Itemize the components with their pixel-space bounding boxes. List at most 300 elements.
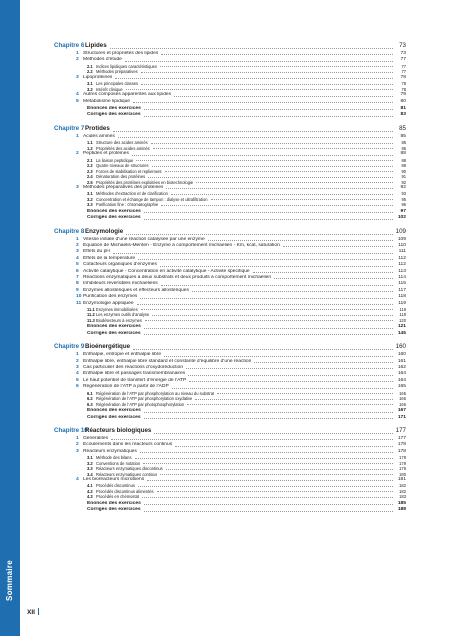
entry-label: Enzymes immobilisées <box>96 306 138 312</box>
dot-leader <box>125 61 393 62</box>
entry-label: Régénération de l’ATP à partir de l’ADP <box>83 384 169 390</box>
entry-label: Les enzymes outils d’analyse <box>96 312 150 318</box>
dot-leader <box>152 166 393 167</box>
entry-page: 85 <box>401 140 406 146</box>
chapter-page: 73 <box>399 42 406 49</box>
entry-page: 112 <box>398 262 406 268</box>
entry-label: Méthodes préparatives <box>96 69 138 75</box>
entry-label: Énoncés des exercices <box>87 324 141 330</box>
entry-label: Énoncés des exercices <box>87 500 141 506</box>
entry-label: Régénération de l’ATP par phosphorylation au niveau du substrat <box>96 390 215 396</box>
entry-page: 171 <box>397 414 406 420</box>
entry-label: Corrigés des exercices <box>87 330 141 336</box>
entry-number: 3.1 <box>87 455 93 461</box>
entry-label: Généralités <box>83 435 109 441</box>
chapter-heading[interactable] <box>54 427 406 436</box>
entry-page: 120 <box>399 317 406 323</box>
entry-label: Concentration et échange de tampon : dialyse et ultrafiltration <box>96 196 208 202</box>
chapter-heading[interactable] <box>54 343 406 352</box>
entry-page: 182 <box>399 483 406 489</box>
dot-leader <box>136 160 393 161</box>
entry-number: 6.2 <box>87 396 93 402</box>
entry-number: 6 <box>76 268 79 274</box>
dot-leader <box>144 504 393 505</box>
entry-label: Enzymes allostériques et effecteurs allostériques <box>83 287 189 293</box>
chapter-number: Chapitre 7 <box>54 124 85 132</box>
page-number <box>27 608 39 616</box>
entry-page: 114 <box>398 275 406 281</box>
entry-label: Acides aminés <box>83 133 115 139</box>
entry-page: 185 <box>397 500 406 506</box>
entry-label: Régénération de l’ATP par photophosphorylation <box>96 401 185 407</box>
entry-page: 86 <box>401 145 406 151</box>
dot-leader <box>144 212 393 213</box>
dot-leader <box>135 458 393 459</box>
page-number-text: XII <box>27 609 35 616</box>
entry-page: 110 <box>398 243 406 249</box>
entry-page: 178 <box>397 448 406 454</box>
entry-page: 165 <box>397 384 406 390</box>
entry-page: 92 <box>400 185 406 191</box>
dot-leader <box>153 148 393 149</box>
dot-leader <box>160 266 393 267</box>
sidebar-band <box>0 0 20 636</box>
chapter-title: Bioénergétique <box>85 343 131 351</box>
subsection-entry[interactable] <box>54 202 406 208</box>
entry-label: Vitesse initiale d’une réaction catalysée par une enzyme <box>83 236 205 242</box>
dot-leader <box>253 272 393 273</box>
exercise-entry[interactable] <box>54 215 406 221</box>
entry-label: Biodétecteurs à enzymes <box>96 317 142 323</box>
entry-label: Cofacteurs organiques d’enzymes <box>83 262 157 268</box>
chapter-page: 160 <box>395 343 406 351</box>
entry-page: 97 <box>400 208 406 214</box>
chapter-number: Chapitre 10 <box>54 426 88 434</box>
entry-page: 78 <box>400 74 406 80</box>
entry-number: 4 <box>76 477 79 483</box>
entry-page: 178 <box>397 442 406 448</box>
dot-leader <box>141 309 393 310</box>
entry-label: Procédés en chémostat <box>96 494 140 500</box>
entry-number: 3 <box>76 74 79 80</box>
entry-label: Enthalpie libre et passages transmembranaires <box>83 371 186 377</box>
entry-page: 90 <box>401 168 406 174</box>
entry-label: Les principales classes <box>96 81 139 87</box>
entry-number: 1 <box>76 435 79 441</box>
dot-leader <box>145 320 393 321</box>
entry-page: 165 <box>399 390 406 396</box>
entry-page: 166 <box>399 396 406 402</box>
entry-page: 182 <box>399 488 406 494</box>
entry-number: 3.1 <box>87 81 93 87</box>
entry-page: 115 <box>398 281 406 287</box>
dot-leader <box>157 491 393 492</box>
entry-page: 88 <box>401 163 406 169</box>
entry-number: 4 <box>76 92 79 98</box>
dot-leader <box>138 259 393 260</box>
entry-number: 3.3 <box>87 466 93 472</box>
entry-page: 118 <box>398 294 406 300</box>
entry-number: 9 <box>76 287 79 293</box>
entry-page: 77 <box>401 63 406 69</box>
entry-page: 121 <box>397 324 406 330</box>
entry-page: 160 <box>397 352 406 358</box>
dot-leader <box>164 356 393 357</box>
entry-page: 92 <box>401 179 406 185</box>
chapter-heading[interactable] <box>54 125 406 134</box>
entry-number: 1 <box>76 51 79 56</box>
entry-number: 1 <box>76 133 79 139</box>
entry-label: Forces de stabilisation et repliement <box>96 168 162 174</box>
dot-leader <box>144 334 393 335</box>
dot-leader <box>160 66 393 67</box>
entry-label: Corrigés des exercices <box>87 112 141 118</box>
dot-leader <box>144 328 393 329</box>
entry-label: Autres composés apparentés aux lipides <box>83 92 172 98</box>
dot-leader <box>140 298 393 299</box>
entry-number: 11.3 <box>87 317 95 323</box>
sidebar-label-text: Sommaire <box>5 559 15 601</box>
dot-leader <box>254 362 393 363</box>
dot-leader <box>138 486 393 487</box>
dot-leader <box>192 291 393 292</box>
entry-label: Conventions de notation <box>96 460 141 466</box>
subsection-entry[interactable] <box>54 318 406 324</box>
sidebar-label <box>0 540 20 620</box>
dot-leader <box>132 155 393 156</box>
entry-page: 167 <box>397 408 406 414</box>
entry-number: 2 <box>76 442 79 448</box>
entry-label: Quatre niveaux de structures <box>96 163 149 169</box>
dot-leader <box>166 469 393 470</box>
entry-number: 11.2 <box>87 312 95 318</box>
dot-leader <box>189 381 393 382</box>
dot-leader <box>126 234 393 235</box>
entry-page: 77 <box>401 69 406 75</box>
entry-number: 4.3 <box>87 494 93 500</box>
entry-page: 79 <box>400 92 406 98</box>
entry-label: Activité catalytique - Concentration en activité catalytique - Activité spécifique <box>83 268 250 274</box>
chapter-heading[interactable] <box>54 42 406 51</box>
dot-leader <box>113 253 393 254</box>
exercise-entry[interactable] <box>54 415 406 421</box>
dot-leader <box>174 96 393 97</box>
entry-label: Indices lipidiques caractéristiques <box>96 63 157 69</box>
entry-label: Équation de Michaelis-Menten - Enzyme à comportement michaélien - Km, kcat, saturation <box>83 243 280 249</box>
entry-number: 2.1 <box>87 63 93 69</box>
entry-number: 3 <box>76 249 79 255</box>
entry-number: 1.2 <box>87 145 93 151</box>
entry-label: Enthalpie libre, enthalpie libre standard et constante d’équilibre d’une réaction <box>83 358 252 364</box>
entry-label: Propriétés des protéines exploitées en biotechnologie <box>96 179 194 185</box>
entry-label: Dénaturation des protéines <box>96 174 146 180</box>
entry-page: 179 <box>399 460 406 466</box>
exercise-entry[interactable] <box>54 331 406 337</box>
chapter-block <box>54 427 406 514</box>
dot-leader <box>160 474 393 475</box>
entry-number: 2.1 <box>87 157 93 163</box>
entry-label: Effets de la température <box>83 255 136 261</box>
subsection-entry[interactable] <box>54 402 406 408</box>
entry-page: 180 <box>399 471 406 477</box>
entry-page: 164 <box>397 377 406 383</box>
entry-number: 3.4 <box>87 471 93 477</box>
entry-label: Réacteurs enzymatiques discontinus <box>96 466 163 472</box>
entry-page: 96 <box>401 202 406 208</box>
dot-leader <box>148 177 393 178</box>
entry-label: Cas particulier des réactions d’oxydoréduction <box>83 365 184 371</box>
dot-leader <box>165 171 393 172</box>
entry-page: 177 <box>397 435 406 441</box>
entry-page: 166 <box>399 401 406 407</box>
chapter-title: Réacteurs biologiques <box>85 426 152 434</box>
entry-number: 1.1 <box>87 140 93 146</box>
subsection-entry[interactable] <box>54 494 406 500</box>
entry-page: 181 <box>397 477 406 483</box>
entry-number: 11.1 <box>87 306 95 312</box>
dot-leader <box>144 109 393 110</box>
entry-label: Propriétés des acides aminés <box>96 145 150 151</box>
chapter-heading[interactable] <box>54 228 406 237</box>
entry-number: 6.1 <box>87 390 93 396</box>
chapter-block <box>54 343 406 421</box>
entry-number: 10 <box>76 294 82 300</box>
entry-label: Méthode des bilans <box>96 455 132 461</box>
entry-page: 81 <box>400 105 406 111</box>
dot-leader <box>274 278 393 279</box>
entry-page: 80 <box>400 98 406 104</box>
dot-leader <box>283 246 393 247</box>
entry-number: 5 <box>76 98 79 104</box>
dot-leader <box>175 446 393 447</box>
entry-label: Procédés discontinus alimentés <box>96 488 154 494</box>
entry-label: Corrigés des exercices <box>87 414 141 420</box>
dot-leader <box>171 194 393 195</box>
chapter-number: Chapitre 8 <box>54 227 85 235</box>
section-entry[interactable] <box>54 99 406 105</box>
entry-label: Inhibiteurs réversibles michaéliens <box>83 281 158 287</box>
exercise-entry[interactable] <box>54 507 406 513</box>
entry-label: Réacteurs enzymatiques <box>83 448 137 454</box>
entry-number: 2.3 <box>87 168 93 174</box>
entry-label: Structure des acides aminés <box>96 140 148 146</box>
entry-number: 7 <box>76 275 79 281</box>
entry-number: 3.2 <box>87 196 93 202</box>
dot-leader <box>211 199 393 200</box>
entry-page: 102 <box>397 215 406 221</box>
entry-page: 145 <box>397 330 406 336</box>
entry-page: 95 <box>401 196 406 202</box>
dot-leader <box>161 285 393 286</box>
dot-leader <box>144 116 393 117</box>
entry-page: 77 <box>400 57 406 63</box>
entry-label: Métabolisme lipidique <box>83 98 131 104</box>
entry-label: Structures et propriétés des lipides <box>83 51 159 56</box>
entry-page: 119 <box>399 306 406 312</box>
dot-leader <box>186 368 393 369</box>
dot-leader <box>166 188 393 189</box>
entry-label: Purification fine : chromatographie <box>96 202 159 208</box>
entry-number: 2 <box>76 243 79 249</box>
entry-label: Énoncés des exercices <box>87 208 141 214</box>
entry-number: 2.5 <box>87 179 93 185</box>
entry-label: Énoncés des exercices <box>87 105 141 111</box>
chapter-number: Chapitre 6 <box>54 42 85 49</box>
entry-label: Méthodes préparatives des protéines <box>83 185 164 191</box>
entry-page: 179 <box>399 466 406 472</box>
entry-label: Le haut potentiel de transfert d’énergie de l’ATP <box>83 377 187 383</box>
entry-page: 78 <box>401 81 406 87</box>
entry-number: 4.2 <box>87 488 93 494</box>
entry-label: La liaison peptidique <box>96 157 134 163</box>
dot-leader <box>140 452 393 453</box>
dot-leader <box>161 54 393 55</box>
entry-page: 119 <box>398 300 406 306</box>
entry-label: Réactions enzymatiques à deux substrats et deux produits à comportement michaélien <box>83 275 272 281</box>
dot-leader <box>217 393 393 394</box>
entry-number: 2 <box>76 57 79 63</box>
dot-leader <box>133 102 393 103</box>
dot-leader <box>154 433 392 434</box>
dot-leader <box>144 412 393 413</box>
entry-page: 162 <box>397 365 406 371</box>
dot-leader <box>126 89 393 90</box>
entry-page: 78 <box>401 86 406 92</box>
entry-label: Effets du pH <box>83 249 110 255</box>
entry-number: 4.1 <box>87 483 93 489</box>
chapter-title: Lipides <box>85 42 107 49</box>
entry-number: 3.2 <box>87 460 93 466</box>
dot-leader <box>110 48 393 49</box>
entry-number: 6 <box>76 384 79 390</box>
dot-leader <box>141 72 393 73</box>
entry-page: 93 <box>401 191 406 197</box>
entry-number: 6.3 <box>87 401 93 407</box>
entry-page: 112 <box>398 255 406 261</box>
entry-label: Peptides et protéines <box>83 151 129 157</box>
entry-page: 88 <box>400 151 406 157</box>
entry-number: 2.4 <box>87 174 93 180</box>
chapter-number: Chapitre 9 <box>54 343 85 351</box>
entry-label: Réacteurs enzymatiques continus <box>96 471 158 477</box>
dot-leader <box>137 304 393 305</box>
entry-number: 4 <box>76 255 79 261</box>
dot-leader <box>187 404 393 405</box>
entry-page: 91 <box>401 174 406 180</box>
entry-page: 161 <box>397 358 406 364</box>
dot-leader <box>142 497 393 498</box>
entry-label: Corrigés des exercices <box>87 507 141 513</box>
entry-page: 109 <box>397 236 406 242</box>
entry-number: 11 <box>76 300 82 306</box>
dot-leader <box>133 349 393 350</box>
dot-leader <box>118 137 393 138</box>
exercise-entry[interactable] <box>54 112 406 118</box>
dot-leader <box>161 205 393 206</box>
entry-number: 5 <box>76 262 79 268</box>
entry-page: 85 <box>400 133 406 139</box>
entry-number: 4 <box>76 371 79 377</box>
dot-leader <box>113 131 393 132</box>
entry-number: 5 <box>76 377 79 383</box>
chapter-block <box>54 42 406 119</box>
entry-number: 2 <box>76 151 79 157</box>
entry-label: Écoulements dans les réacteurs continus <box>83 442 173 448</box>
chapter-page: 109 <box>395 227 406 235</box>
entry-label: Lipoprotéines <box>83 74 113 80</box>
entry-page: 164 <box>397 371 406 377</box>
entry-page: 73 <box>400 51 406 56</box>
entry-page: 113 <box>398 268 406 274</box>
dot-leader <box>144 418 393 419</box>
table-of-contents <box>54 42 406 520</box>
chapter-block <box>54 228 406 338</box>
dot-leader <box>141 84 393 85</box>
chapter-block <box>54 125 406 222</box>
entry-page: 178 <box>399 455 406 461</box>
dot-leader <box>188 375 393 376</box>
chapter-title: Enzymologie <box>85 227 124 235</box>
entry-page: 183 <box>399 494 406 500</box>
dot-leader <box>147 480 393 481</box>
entry-label: Enthalpie, entropie et enthalpie libre <box>83 352 162 358</box>
entry-number: 8 <box>76 281 79 287</box>
entry-number: 3.1 <box>87 191 93 197</box>
entry-number: 2.2 <box>87 163 93 169</box>
dot-leader <box>195 399 393 400</box>
entry-number: 3 <box>76 185 79 191</box>
entry-label: Intérêt clinique <box>96 86 123 92</box>
entry-number: 2 <box>76 358 79 364</box>
entry-label: Régénération de l’ATP par phosphorylation oxydative <box>96 396 193 402</box>
dot-leader <box>143 463 393 464</box>
dot-leader <box>151 143 393 144</box>
entry-label: Procédés discontinus <box>96 483 135 489</box>
entry-number: 1 <box>76 236 79 242</box>
entry-label: Méthodes d’étude <box>83 57 122 63</box>
entry-number: 3 <box>76 365 79 371</box>
entry-label: Les bioréacteurs microbiens <box>83 477 145 483</box>
entry-page: 119 <box>399 312 406 318</box>
entry-label: Méthodes d’extraction et de clarification <box>96 191 168 197</box>
dot-leader <box>208 240 393 241</box>
entry-page: 117 <box>398 287 406 293</box>
dot-leader <box>115 78 393 79</box>
entry-page: 188 <box>397 507 406 513</box>
entry-label: Corrigés des exercices <box>87 215 141 221</box>
entry-label: Purification des enzymes <box>83 294 138 300</box>
chapter-title: Protides <box>85 124 110 132</box>
entry-label: Énoncés des exercices <box>87 408 141 414</box>
entry-number: 2.2 <box>87 69 93 75</box>
entry-number: 1 <box>76 352 79 358</box>
entry-page: 83 <box>400 112 406 118</box>
dot-leader <box>144 511 393 512</box>
entry-number: 3.3 <box>87 202 93 208</box>
dot-leader <box>172 388 393 389</box>
entry-label: Enzymologie appliquée <box>83 300 134 306</box>
chapter-page: 177 <box>395 426 406 434</box>
dot-leader <box>152 315 393 316</box>
dot-leader <box>196 182 393 183</box>
entry-number: 3 <box>76 448 79 454</box>
entry-page: 88 <box>401 157 406 163</box>
chapter-page: 85 <box>399 124 406 132</box>
dot-leader <box>144 219 393 220</box>
entry-number: 3.2 <box>87 86 93 92</box>
dot-leader <box>111 439 393 440</box>
entry-page: 111 <box>398 249 406 255</box>
